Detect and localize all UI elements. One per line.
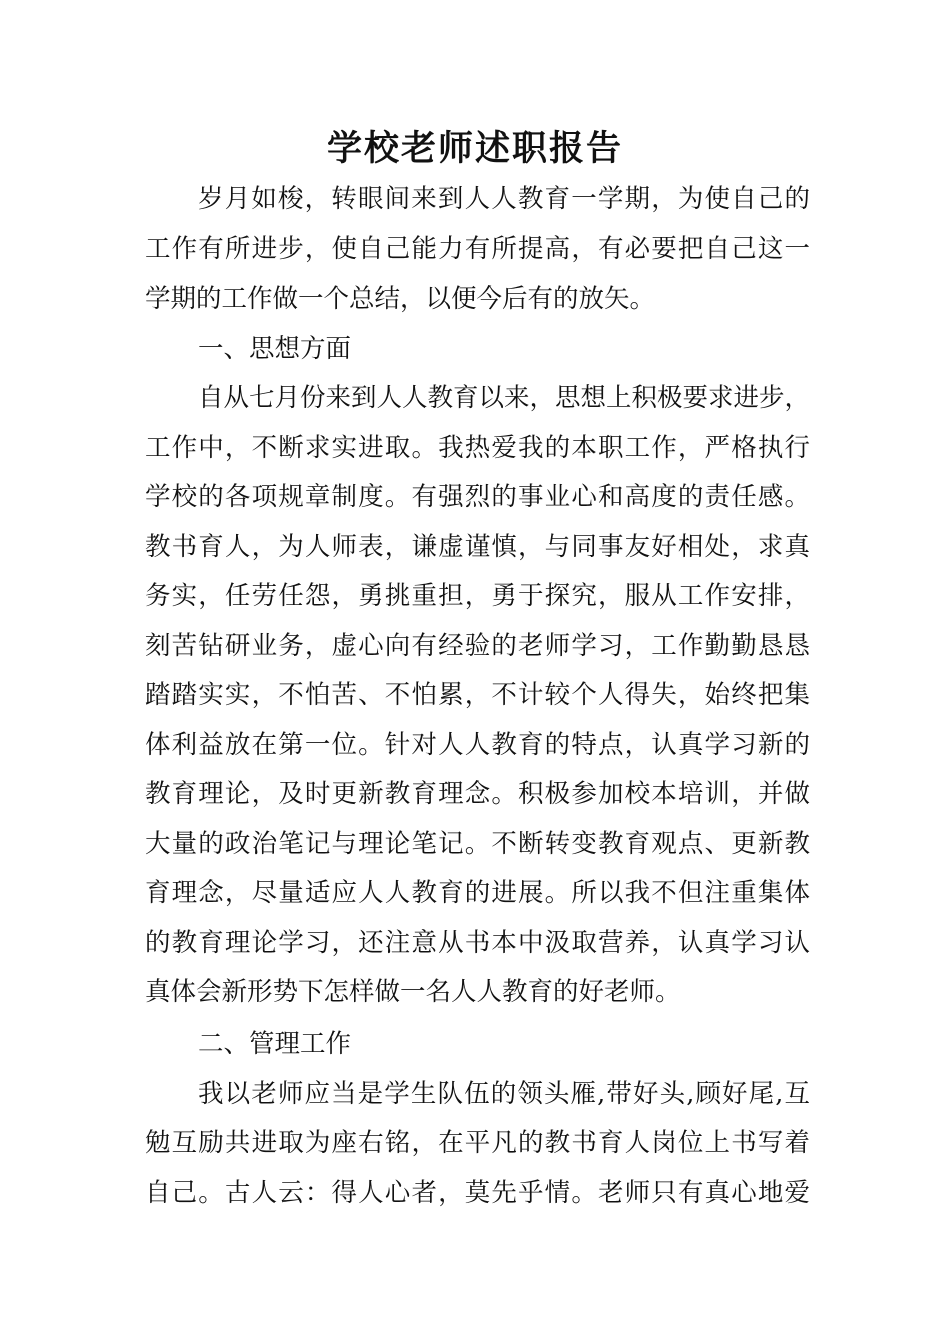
paragraph-line: 勉互励共进取为座右铭，在平凡的教书育人岗位上书写着 bbox=[145, 1128, 810, 1158]
paragraph-line: 自从七月份来到人人教育以来，思想上积极要求进步， bbox=[198, 383, 811, 413]
section-heading: 二、管理工作 bbox=[198, 1029, 352, 1059]
paragraph-line: 岁月如梭，转眼间来到人人教育一学期，为使自己的 bbox=[198, 184, 810, 214]
paragraph-line: 刻苦钻研业务，虚心向有经验的老师学习，工作勤勤恳恳 bbox=[145, 631, 810, 661]
paragraph-line: 学校的各项规章制度。有强烈的事业心和高度的责任感。 bbox=[145, 482, 810, 512]
paragraph-line: 我以老师应当是学生队伍的领头雁,带好头,顾好尾,互 bbox=[198, 1079, 810, 1109]
paragraph-line: 工作中，不断求实进取。我热爱我的本职工作，严格执行 bbox=[145, 433, 810, 463]
paragraph-line: 育理念，尽量适应人人教育的进展。所以我不但注重集体 bbox=[145, 878, 810, 908]
paragraph-line: 教书育人，为人师表，谦虚谨慎，与同事友好相处，求真 bbox=[145, 532, 810, 562]
paragraph-line: 真体会新形势下怎样做一名人人教育的好老师。 bbox=[145, 977, 681, 1007]
document-title: 学校老师述职报告 bbox=[326, 129, 623, 169]
paragraph-line: 学期的工作做一个总结，以便今后有的放矢。 bbox=[145, 284, 656, 314]
paragraph-line: 工作有所进步，使自己能力有所提高，有必要把自己这一 bbox=[145, 234, 810, 264]
paragraph-line: 务实，任劳任怨，勇挑重担，勇于探究，服从工作安排， bbox=[145, 581, 810, 611]
paragraph-line: 踏踏实实，不怕苦、不怕累，不计较个人得失，始终把集 bbox=[145, 680, 810, 710]
paragraph-line: 教育理论，及时更新教育理念。积极参加校本培训，并做 bbox=[145, 779, 810, 809]
paragraph-line: 的教育理论学习，还注意从书本中汲取营养，认真学习认 bbox=[145, 928, 810, 958]
paragraph-line: 大量的政治笔记与理论笔记。不断转变教育观点、更新教 bbox=[145, 829, 810, 859]
paragraph-line: 自己。古人云：得人心者，莫先乎情。老师只有真心地爱 bbox=[145, 1178, 810, 1208]
section-heading: 一、思想方面 bbox=[198, 334, 352, 364]
paragraph-line: 体利益放在第一位。针对人人教育的特点，认真学习新的 bbox=[145, 730, 810, 760]
